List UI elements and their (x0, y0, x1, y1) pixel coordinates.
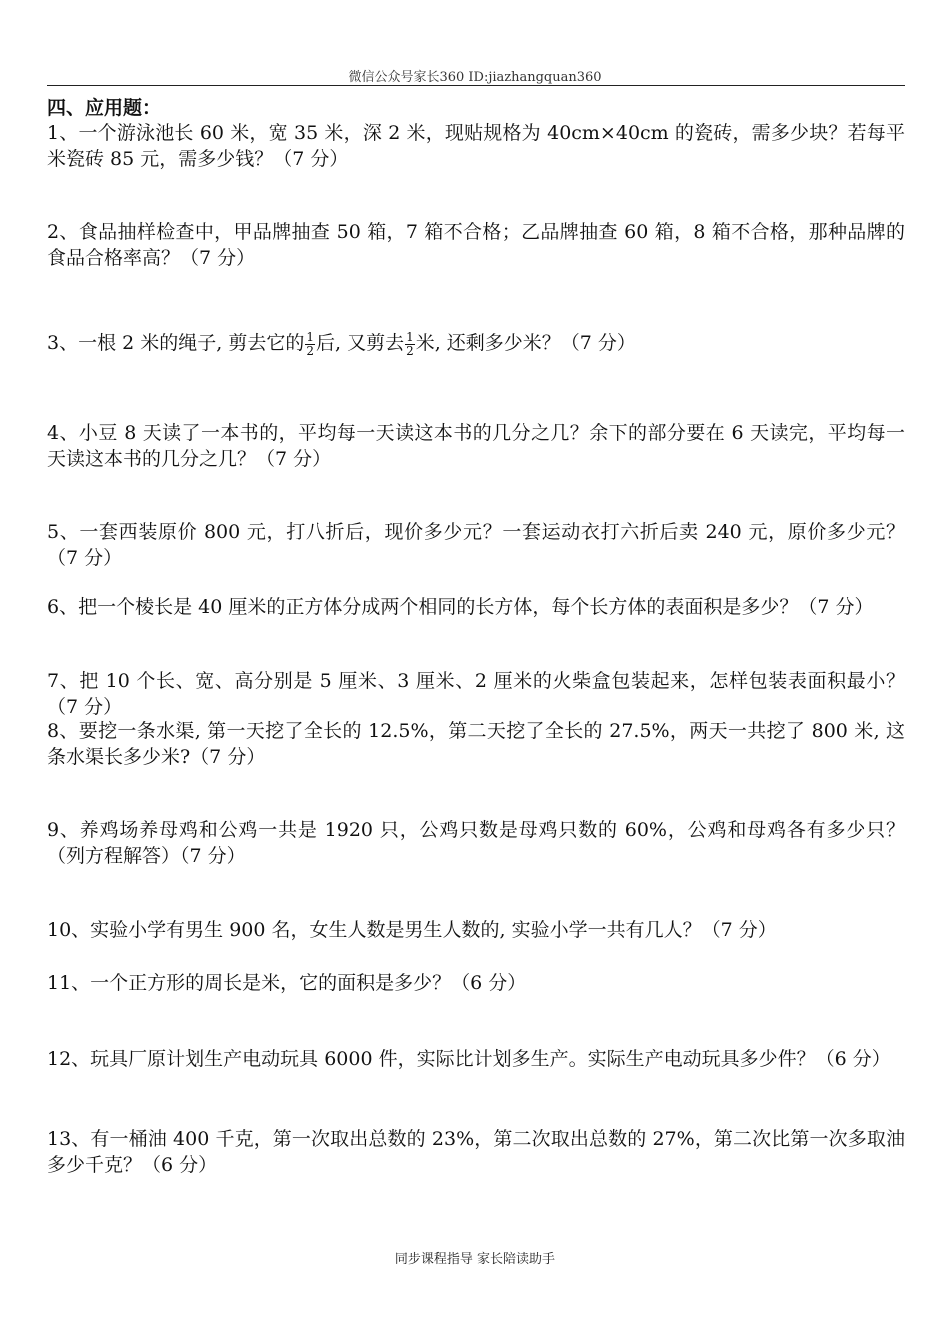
question-12: 12、玩具厂原计划生产电动玩具 6000 件，实际比计划多生产。实际生产电动玩具多少件？（6 分） (47, 1048, 891, 1070)
section-title: 四、应用题： (47, 97, 162, 119)
page-footer: 同步课程指导 家长陪读助手 (394, 1252, 556, 1267)
question-8: 8、要挖一条水渠, 第一天挖了全长的 12.5%，第二天挖了全长的 27.5%，两天一共挖了 800 米, 这条水渠长多少米?（7 分） (47, 720, 905, 768)
question-9: 9、养鸡场养母鸡和公鸡一共是 1920 只，公鸡只数是母鸡只数的 60%，公鸡和母鸡各有多少只？（列方程解答）（7 分） (47, 819, 905, 867)
question-10: 10、实验小学有男生 900 名，女生人数是男生人数的, 实验小学一共有几人？（7 分） (47, 919, 777, 941)
question-1: 1、一个游泳池长 60 米，宽 35 米，深 2 米，现贴规格为 40cm×40cm 的瓷砖，需多少块？若每平米瓷砖 85 元，需多少钱？（7 分） (47, 122, 905, 170)
question-3-part1: 3、一根 2 米的绳子, 剪去它的 (47, 332, 305, 354)
question-3 (47, 325, 905, 361)
page-header: 微信公众号家长360 ID:jiazhangquan360 (348, 70, 602, 85)
question-4: 4、小豆 8 天读了一本书的，平均每一天读这本书的几分之几？余下的部分要在 6 天读完，平均每一天读这本书的几分之几？（7 分） (47, 422, 905, 470)
question-2: 2、食品抽样检查中，甲品牌抽查 50 箱，7 箱不合格；乙品牌抽查 60 箱，8 箱不合格，那种品牌的食品合格率高？（7 分） (47, 221, 905, 269)
fraction-one-half (405, 331, 415, 358)
fraction-denominator: 2 (306, 343, 314, 358)
question-3-part2: 后, 又剪去 (315, 332, 405, 354)
question-13: 13、有一桶油 400 千克，第一次取出总数的 23%，第二次取出总数的 27%，第二次比第一次多取油多少千克？（6 分） (47, 1128, 905, 1176)
question-11: 11、一个正方形的周长是米，它的面积是多少？（6 分） (47, 972, 527, 994)
fraction-one-half (305, 331, 315, 358)
header-rule (47, 85, 905, 86)
fraction-numerator: 1 (306, 329, 314, 344)
question-7: 7、把 10 个长、宽、高分别是 5 厘米、3 厘米、2 厘米的火柴盒包装起来，怎样包装表面积最小？（7 分） (47, 670, 905, 718)
question-3-part3: 米, 还剩多少米？（7 分） (415, 332, 636, 354)
question-6: 6、把一个棱长是 40 厘米的正方体分成两个相同的长方体，每个长方体的表面积是多少？（7 分） (47, 596, 874, 618)
fraction-denominator: 2 (406, 343, 414, 358)
question-5: 5、一套西装原价 800 元，打八折后，现价多少元？一套运动衣打六折后卖 240 元，原价多少元？（7 分） (47, 521, 905, 569)
fraction-numerator: 1 (406, 329, 414, 344)
